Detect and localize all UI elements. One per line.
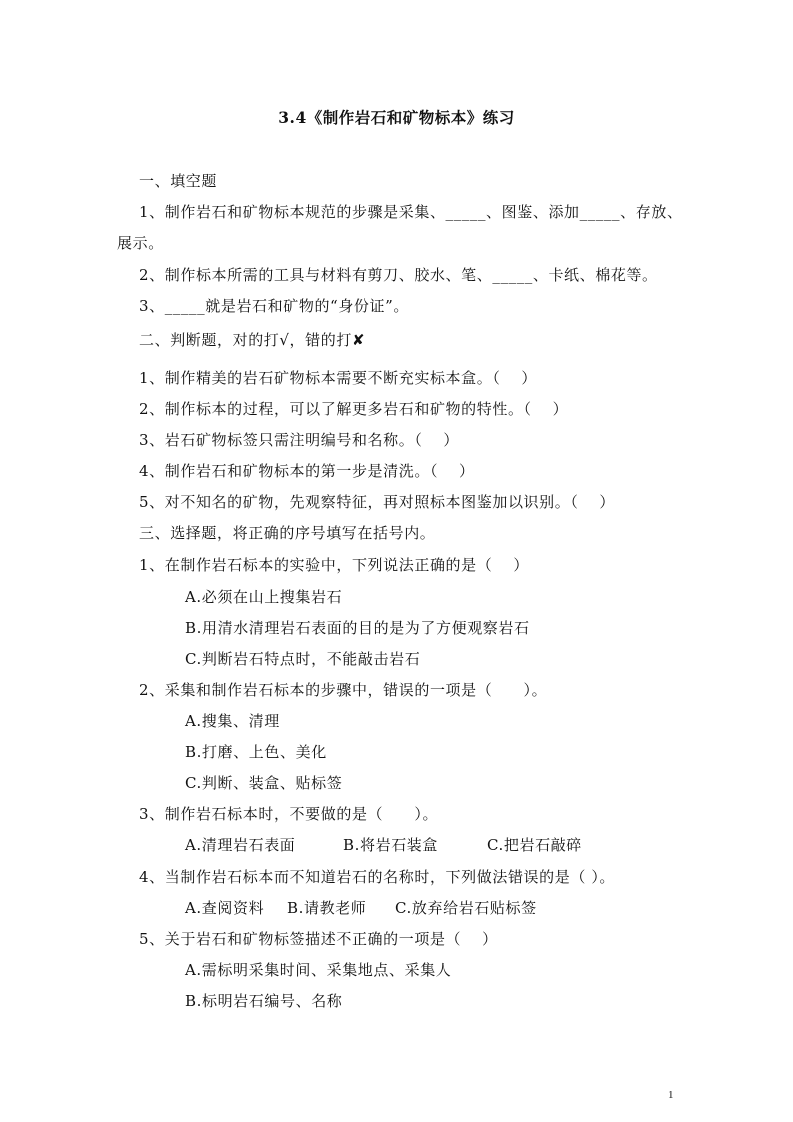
mc-q4-option-c: C.放弃给岩石贴标签 — [395, 899, 537, 917]
tf-question-4: 4、制作岩石和矿物标本的第一步是清洗。（ ） — [139, 462, 475, 480]
mc-q4-options — [185, 898, 537, 918]
mc-question-4: 4、当制作岩石标本而不知道岩石的名称时，下列做法错误的是（ ）。 — [139, 868, 616, 886]
mc-q1-option-b: B.用清水清理岩石表面的目的是为了方便观察岩石 — [185, 619, 530, 637]
mc-q2-option-b: B.打磨、上色、美化 — [185, 743, 327, 761]
mc-q5-option-b: B.标明岩石编号、名称 — [185, 992, 343, 1010]
tf-question-2: 2、制作标本的过程，可以了解更多岩石和矿物的特性。（ ） — [139, 400, 569, 418]
mc-q4-option-a: A.查阅资料 — [185, 899, 265, 917]
mc-question-3: 3、制作岩石标本时，不要做的是（ ）。 — [139, 805, 439, 823]
page-title: 3.4《制作岩石和矿物标本》练习 — [278, 108, 515, 127]
mc-q3-option-c: C.把岩石敲碎 — [487, 836, 582, 854]
mc-q3-option-b: B.将岩石装盒 — [343, 836, 438, 854]
mc-q3-options — [185, 835, 582, 855]
mc-q4-option-b: B.请教老师 — [287, 899, 367, 917]
mc-question-2: 2、采集和制作岩石标本的步骤中，错误的一项是（ ）。 — [139, 681, 548, 699]
fill-question-1: 1、制作岩石和矿物标本规范的步骤是采集、_____、图鉴、添加_____、存放、 — [139, 203, 683, 221]
mc-q3-option-a: A.清理岩石表面 — [185, 836, 296, 854]
mc-q2-option-c: C.判断、装盒、贴标签 — [185, 774, 343, 792]
mc-q1-option-a: A.必须在山上搜集岩石 — [185, 588, 343, 606]
section-heading-multiple-choice: 三、选择题，将正确的序号填写在括号内。 — [139, 524, 436, 542]
page-number: 1 — [668, 1089, 674, 1101]
mc-q2-option-a: A.搜集、清理 — [185, 712, 280, 730]
fill-question-3: 3、_____就是岩石和矿物的“身份证”。 — [139, 297, 409, 315]
mc-q1-option-c: C.判断岩石特点时，不能敲击岩石 — [185, 650, 421, 668]
fill-question-1-continued: 展示。 — [117, 234, 164, 252]
mc-question-5: 5、关于岩石和矿物标签描述不正确的一项是（ ） — [139, 930, 498, 948]
tf-question-5: 5、对不知名的矿物，先观察特征，再对照标本图鉴加以识别。（ ） — [139, 493, 616, 511]
tf-question-3: 3、岩石矿物标签只需注明编号和名称。（ ） — [139, 431, 460, 449]
mc-question-1: 1、在制作岩石标本的实验中，下列说法正确的是（ ） — [139, 556, 529, 574]
mc-q5-option-a: A.需标明采集时间、采集地点、采集人 — [185, 961, 452, 979]
tf-question-1: 1、制作精美的岩石矿物标本需要不断充实标本盒。（ ） — [139, 369, 538, 387]
fill-question-2: 2、制作标本所需的工具与材料有剪刀、胶水、笔、_____、卡纸、棉花等。 — [139, 266, 658, 284]
section-heading-true-false: 二、判断题，对的打√，错的打✘ — [139, 331, 366, 349]
section-heading-fill-blank: 一、填空题 — [139, 172, 218, 190]
